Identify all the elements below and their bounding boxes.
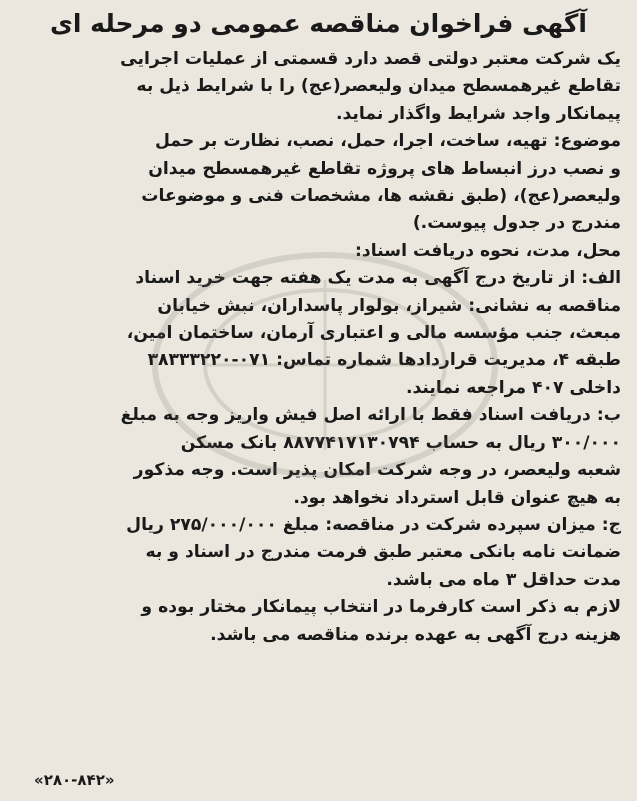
item-a-line: الف: از تاریخ درج آگهی به مدت یک هفته جهت خرید اسناد bbox=[135, 268, 621, 289]
intro-line: یک شرکت معتبر دولتی قصد دارد قسمتی از عملیات اجرایی bbox=[120, 49, 621, 69]
item-a-paragraph bbox=[16, 265, 621, 402]
item-c-paragraph bbox=[16, 512, 621, 594]
place-heading-line: محل، مدت، نحوه دریافت اسناد: bbox=[355, 240, 621, 261]
place-heading bbox=[16, 238, 621, 265]
subject-line: و نصب درز انبساط های پروژه تقاطع غیرهمسطح میدان bbox=[148, 158, 621, 179]
item-a-line: مناقصه به نشانی: شیراز، بولوار پاسداران، نبش خیابان bbox=[157, 295, 621, 316]
item-b-paragraph bbox=[16, 402, 621, 512]
closing-line: هزینه درج آگهی به عهده برنده مناقصه می باشد. bbox=[210, 624, 621, 645]
item-b-line: شعبه ولیعصر، در وجه شرکت امکان پذیر است. وجه مذکور bbox=[133, 460, 621, 481]
item-b-line: ب: دریافت اسناد فقط با ارائه اصل فیش واریز وجه به مبلغ bbox=[120, 405, 621, 426]
notice-code: «۲۸۰-۸۴۲» bbox=[34, 771, 115, 789]
item-c-line: ج: میزان سپرده شرکت در مناقصه: مبلغ ۲۷۵/۰۰۰/۰۰۰ ریال bbox=[126, 514, 621, 535]
closing-line: لازم به ذکر است کارفرما در انتخاب پیمانکار مختار بوده و bbox=[141, 597, 621, 618]
item-c-line: مدت حداقل ۳ ماه می باشد. bbox=[386, 569, 621, 590]
subject-line: ولیعصر(عج)، (طبق نقشه ها، مشخصات فنی و موضوعات bbox=[141, 186, 621, 207]
item-a-line: طبقه ۴، مدیریت قراردادها شماره تماس: ۰۷۱-۳۸۳۳۳۲۲۰ bbox=[147, 350, 621, 371]
item-a-line: داخلی ۴۰۷ مراجعه نمایند. bbox=[405, 377, 621, 398]
subject-line: مندرج در جدول پیوست.) bbox=[412, 213, 621, 234]
item-c-line: ضمانت نامه بانکی معتبر طبق فرمت مندرج در اسناد و به bbox=[145, 542, 621, 563]
subject-paragraph bbox=[16, 128, 621, 238]
item-a-line: مبعث، جنب مؤسسه مالی و اعتباری آرمان، ساختمان امین، bbox=[126, 323, 621, 344]
item-b-line: به هیچ عنوان قابل استرداد نخواهد بود. bbox=[293, 487, 621, 508]
subject-line: موضوع: تهیه، ساخت، اجرا، حمل، نصب، نظارت بر حمل bbox=[154, 131, 621, 152]
intro-line: تقاطع غیرهمسطح میدان ولیعصر(عج) را با شرایط ذیل به bbox=[136, 76, 621, 97]
item-b-line: ۳۰۰/۰۰۰ ریال به حساب ۸۸۷۷۴۱۷۱۳۰۷۹۴ بانک مسکن bbox=[180, 432, 621, 453]
intro-paragraph bbox=[16, 46, 621, 128]
closing-paragraph bbox=[16, 594, 621, 649]
intro-line: پیمانکار واجد شرایط واگذار نماید. bbox=[335, 103, 621, 124]
notice-title: آگهی فراخوان مناقصه عمومی دو مرحله ای bbox=[50, 9, 587, 38]
